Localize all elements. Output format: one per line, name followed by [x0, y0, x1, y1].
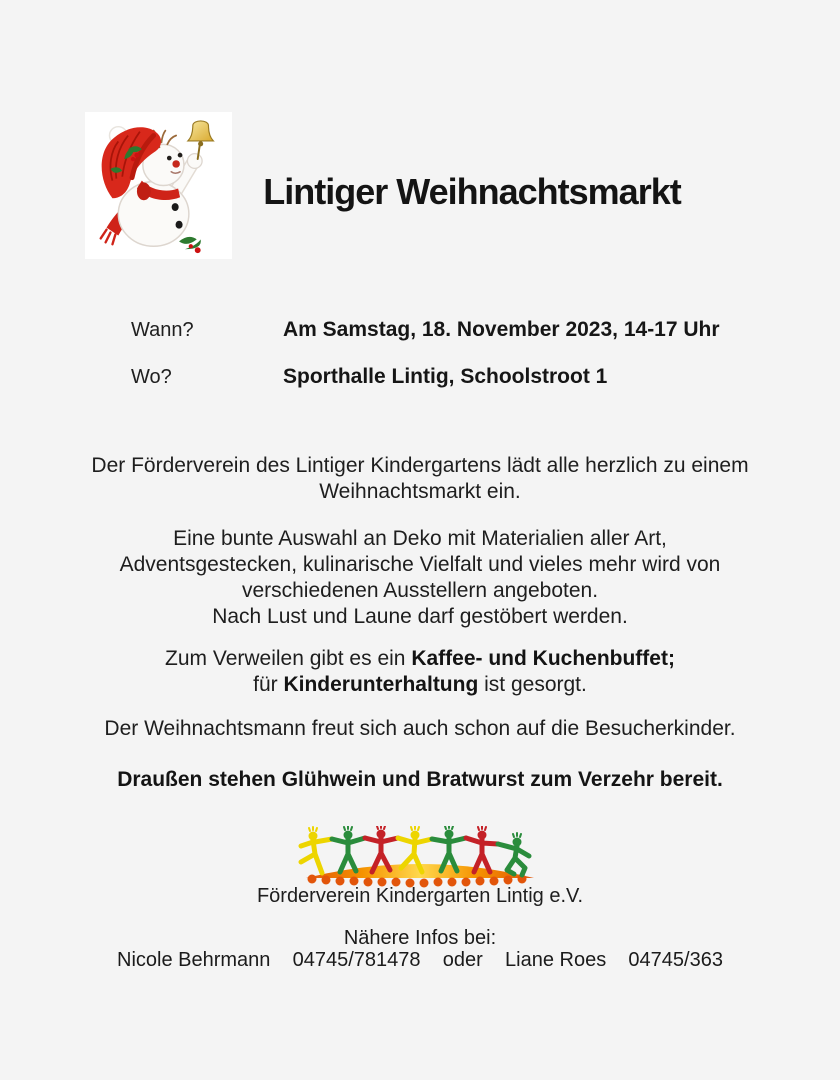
contact-line: Nicole Behrmann 04745/781478 oder Liane Roes 04745/363	[117, 949, 723, 971]
association-name: Förderverein Kindergarten Lintig e.V.	[256, 885, 584, 907]
paragraph-invitation-line2: Weihnachtsmarkt ein.	[319, 480, 521, 503]
cafe-line2-prefix: für	[253, 673, 284, 696]
info-heading: Nähere Infos bei:	[343, 927, 497, 949]
snowman-illustration-icon	[85, 112, 232, 259]
paragraph-gluehwein	[0, 767, 840, 793]
where-value: Sporthalle Lintig, Schoolstroot 1	[283, 365, 608, 388]
paragraph-invitation-line1: Der Förderverein des Lintiger Kindergartens lädt alle herzlich zu einem	[91, 454, 749, 477]
cafe-line1-bold: Kaffee- und Kuchenbuffet;	[411, 647, 675, 670]
when-row	[131, 318, 720, 342]
paragraph-cafe-line2	[0, 672, 840, 698]
paragraph-gluehwein-line: Draußen stehen Glühwein und Bratwurst zum Verzehr bereit.	[117, 768, 723, 791]
cafe-line2-bold: Kinderunterhaltung	[283, 673, 479, 696]
paragraph-offerings-line2: Adventsgestecken, kulinarische Vielfalt und vieles mehr wird von	[119, 553, 721, 576]
paragraph-cafe-line1	[0, 646, 840, 672]
dancing-children-icon	[298, 826, 542, 888]
paragraph-santa	[0, 716, 840, 742]
when-label: Wann?	[131, 319, 194, 341]
paragraph-santa-line: Der Weihnachtsmann freut sich auch schon auf die Besucherkinder.	[104, 717, 736, 740]
kindergarten-logo	[298, 826, 542, 888]
paragraph-cafe	[0, 646, 840, 698]
where-label: Wo?	[131, 366, 172, 388]
paragraph-offerings-line3: verschiedenen Ausstellern angeboten.	[241, 579, 599, 602]
snowman-image	[85, 112, 232, 259]
page-title: Lintiger Weihnachtsmarkt	[263, 171, 681, 212]
paragraph-offerings-line1: Eine bunte Auswahl an Deko mit Materialien aller Art,	[173, 527, 667, 550]
paragraph-offerings-line4: Nach Lust und Laune darf gestöbert werden.	[212, 605, 628, 628]
when-value: Am Samstag, 18. November 2023, 14-17 Uhr	[283, 318, 720, 341]
paragraph-offerings	[0, 526, 840, 630]
cafe-line1-regular: Zum Verweilen gibt es ein	[165, 647, 412, 670]
cafe-line2-suffix: ist gesorgt.	[478, 673, 587, 696]
paragraph-invitation	[0, 453, 840, 505]
where-row	[131, 365, 607, 389]
